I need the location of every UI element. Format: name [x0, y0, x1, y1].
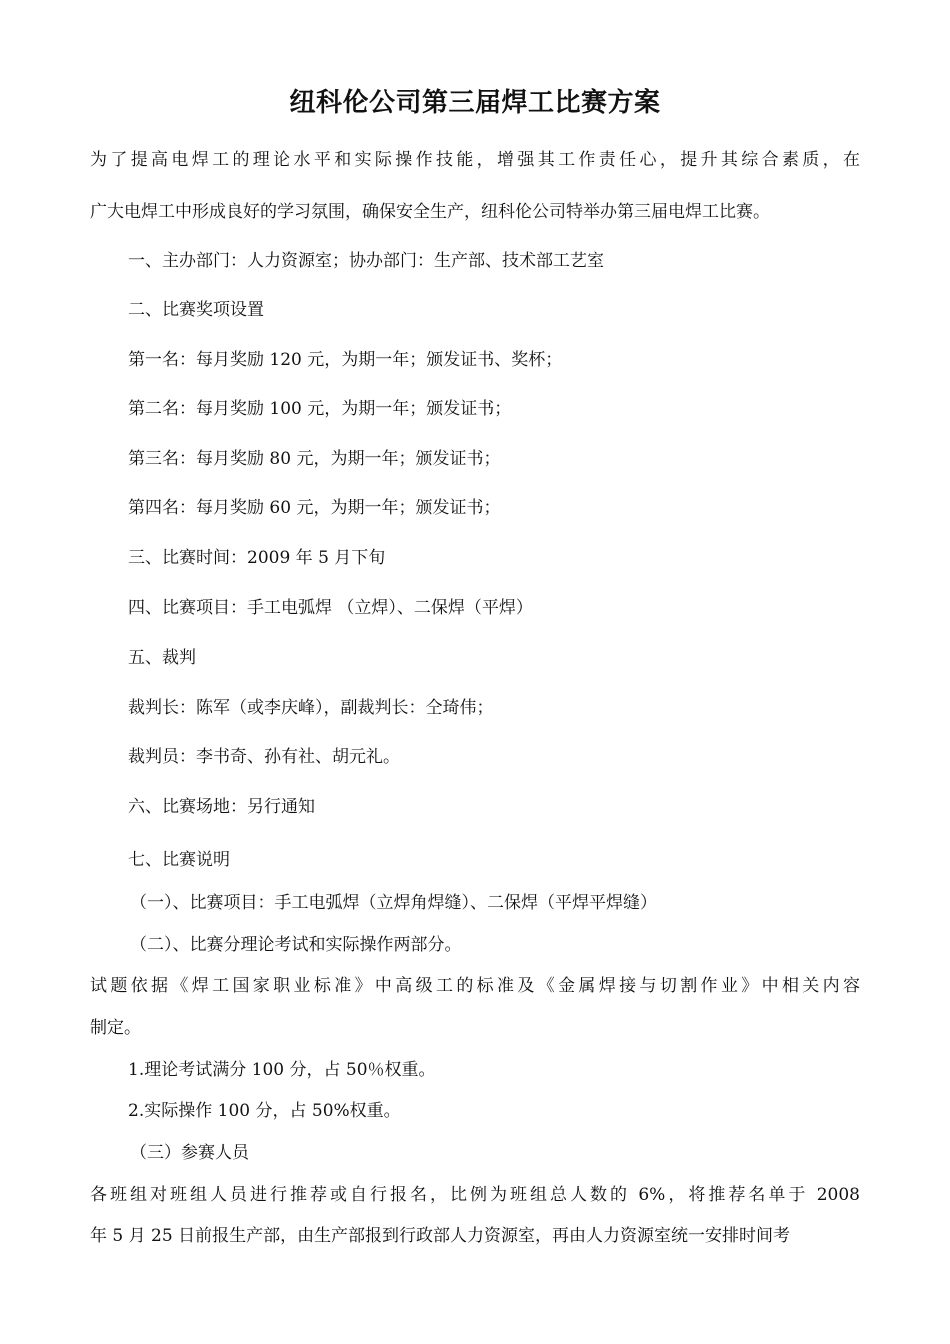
section-judges-heading: 五、裁判 — [128, 648, 196, 668]
participants-paragraph-line-1: 各班组对班组人员进行推荐或自行报名，比例为班组总人数的 6%，将推荐名单于 2008 — [90, 1185, 860, 1205]
section-time: 三、比赛时间：2009 年 5 月下旬 — [128, 548, 386, 568]
section-events: 四、比赛项目：手工电弧焊 （立焊）、二保焊（平焊） — [128, 598, 533, 618]
prize-first: 第一名：每月奖励 120 元，为期一年；颁发证书、奖杯； — [128, 350, 563, 370]
section-awards-heading: 二、比赛奖项设置 — [128, 300, 264, 320]
rules-item-events: （一）、比赛项目：手工电弧焊（立焊角焊缝）、二保焊（平焊平焊缝） — [130, 893, 657, 913]
prize-fourth: 第四名：每月奖励 60 元，为期一年；颁发证书； — [128, 498, 501, 518]
section-organizers: 一、主办部门：人力资源室；协办部门：生产部、技术部工艺室 — [128, 251, 604, 271]
section-rules-heading: 七、比赛说明 — [128, 850, 230, 870]
basis-paragraph-line-2: 制定。 — [90, 1018, 141, 1038]
prize-third: 第三名：每月奖励 80 元，为期一年；颁发证书； — [128, 449, 501, 469]
score-theory: 1.理论考试满分 100 分，占 50％权重。 — [128, 1060, 436, 1080]
prize-second: 第二名：每月奖励 100 元，为期一年；颁发证书； — [128, 399, 512, 419]
basis-paragraph-line-1: 试题依据《焊工国家职业标准》中高级工的标准及《金属焊接与切割作业》中相关内容 — [90, 976, 860, 996]
rules-item-participants: （三）参赛人员 — [130, 1143, 249, 1163]
judge-members: 裁判员：李书奇、孙有社、胡元礼。 — [128, 747, 400, 767]
participants-paragraph-line-2: 年 5 月 25 日前报生产部，由生产部报到行政部人力资源室，再由人力资源室统一安排时间考 — [90, 1226, 791, 1246]
section-venue: 六、比赛场地：另行通知 — [128, 797, 315, 817]
intro-paragraph-line-1: 为了提高电焊工的理论水平和实际操作技能，增强其工作责任心，提升其综合素质，在 — [90, 150, 860, 170]
score-practice: 2.实际操作 100 分，占 50%权重。 — [128, 1101, 401, 1121]
judge-chief: 裁判长：陈军（或李庆峰），副裁判长：仝琦伟； — [128, 698, 494, 718]
document-title: 纽科伦公司第三届焊工比赛方案 — [289, 88, 661, 118]
rules-item-parts: （二）、比赛分理论考试和实际操作两部分。 — [130, 935, 462, 955]
intro-paragraph-line-2: 广大电焊工中形成良好的学习氛围，确保安全生产，纽科伦公司特举办第三届电焊工比赛。 — [90, 202, 770, 222]
